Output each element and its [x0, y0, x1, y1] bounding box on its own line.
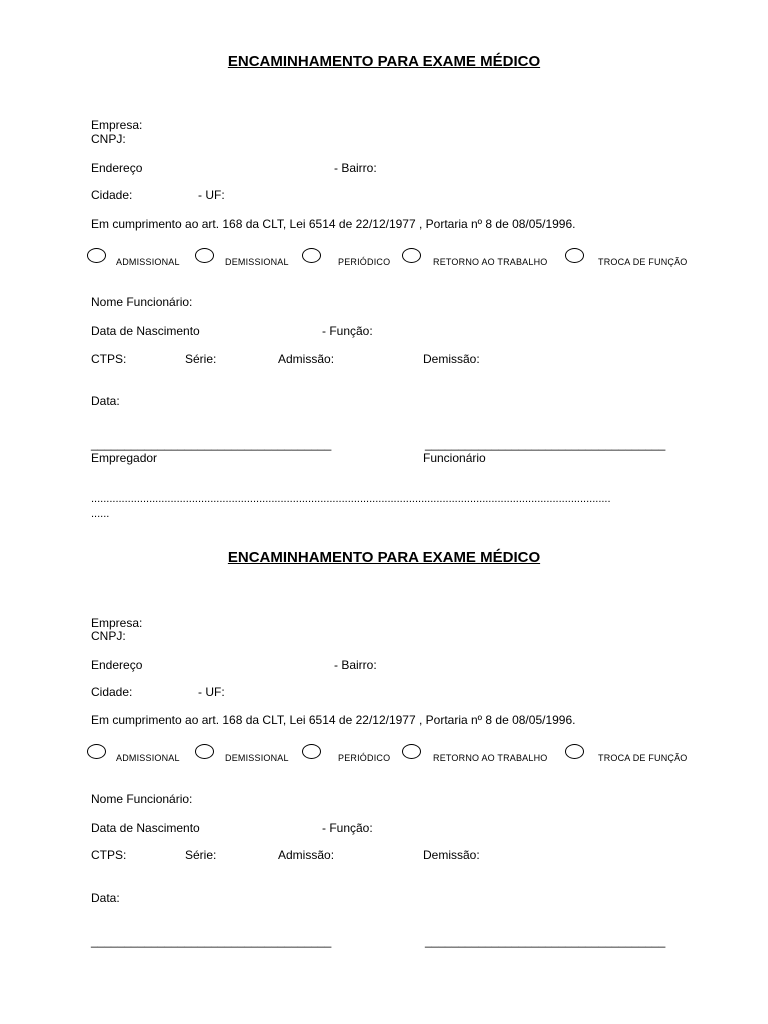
demissional-radio[interactable]	[195, 248, 214, 263]
empregador-signature-line: ____________________________________	[91, 934, 332, 948]
bairro-label: - Bairro:	[334, 658, 377, 672]
admissional-radio[interactable]	[87, 744, 106, 759]
uf-label: - UF:	[198, 685, 225, 699]
retorno-trabalho-label: RETORNO AO TRABALHO	[433, 257, 548, 267]
funcao-label: - Função:	[322, 324, 373, 338]
admissional-label: ADMISSIONAL	[116, 257, 180, 267]
troca-funcao-label: TROCA DE FUNÇÃO	[598, 257, 688, 267]
retorno-trabalho-radio[interactable]	[402, 248, 421, 263]
endereco-label: Endereço	[91, 658, 143, 672]
data-label: Data:	[91, 891, 120, 905]
endereco-label: Endereço	[91, 161, 143, 175]
periodico-label: PERIÓDICO	[338, 753, 391, 763]
admissional-radio[interactable]	[87, 248, 106, 263]
funcao-label: - Função:	[322, 821, 373, 835]
legal-text: Em cumprimento ao art. 168 da CLT, Lei 6514 de 22/12/1977 , Portaria nº 8 de 08/05/1996.	[91, 713, 576, 727]
empregador-label: Empregador	[91, 451, 158, 465]
uf-label: - UF:	[198, 188, 225, 202]
cut-line-dots-end: ......	[91, 508, 110, 520]
ctps-label: CTPS:	[91, 352, 127, 366]
demissional-label: DEMISSIONAL	[225, 753, 289, 763]
data-label: Data:	[91, 394, 120, 408]
admissional-label: ADMISSIONAL	[116, 753, 180, 763]
periodico-label: PERIÓDICO	[338, 257, 391, 267]
admissao-label: Admissão:	[278, 848, 335, 862]
form-title: ENCAMINHAMENTO PARA EXAME MÉDICO	[227, 549, 541, 566]
cnpj-label: CNPJ:	[91, 132, 126, 146]
form-title: ENCAMINHAMENTO PARA EXAME MÉDICO	[227, 53, 541, 70]
funcionario-signature-line: ____________________________________	[425, 437, 666, 451]
troca-funcao-radio[interactable]	[565, 744, 584, 759]
demissao-label: Demissão:	[423, 848, 480, 862]
legal-text: Em cumprimento ao art. 168 da CLT, Lei 6514 de 22/12/1977 , Portaria nº 8 de 08/05/1996.	[91, 217, 576, 231]
troca-funcao-radio[interactable]	[565, 248, 584, 263]
retorno-trabalho-radio[interactable]	[402, 744, 421, 759]
cnpj-label: CNPJ:	[91, 629, 126, 643]
periodico-radio[interactable]	[302, 744, 321, 759]
ctps-label: CTPS:	[91, 848, 127, 862]
demissional-radio[interactable]	[195, 744, 214, 759]
nome-funcionario-label: Nome Funcionário:	[91, 792, 193, 806]
troca-funcao-label: TROCA DE FUNÇÃO	[598, 753, 688, 763]
cidade-label: Cidade:	[91, 685, 133, 699]
data-nascimento-label: Data de Nascimento	[91, 821, 200, 835]
serie-label: Série:	[185, 848, 217, 862]
periodico-radio[interactable]	[302, 248, 321, 263]
bairro-label: - Bairro:	[334, 161, 377, 175]
empresa-label: Empresa:	[91, 616, 143, 630]
nome-funcionario-label: Nome Funcionário:	[91, 295, 193, 309]
data-nascimento-label: Data de Nascimento	[91, 324, 200, 338]
funcionario-label: Funcionário	[423, 451, 486, 465]
empresa-label: Empresa:	[91, 118, 143, 132]
funcionario-signature-line: ____________________________________	[425, 934, 666, 948]
admissao-label: Admissão:	[278, 352, 335, 366]
cidade-label: Cidade:	[91, 188, 133, 202]
serie-label: Série:	[185, 352, 217, 366]
demissional-label: DEMISSIONAL	[225, 257, 289, 267]
demissao-label: Demissão:	[423, 352, 480, 366]
cut-line-dots: ..........................................................................................................................................................................	[91, 493, 611, 505]
empregador-signature-line: ____________________________________	[91, 437, 332, 451]
retorno-trabalho-label: RETORNO AO TRABALHO	[433, 753, 548, 763]
